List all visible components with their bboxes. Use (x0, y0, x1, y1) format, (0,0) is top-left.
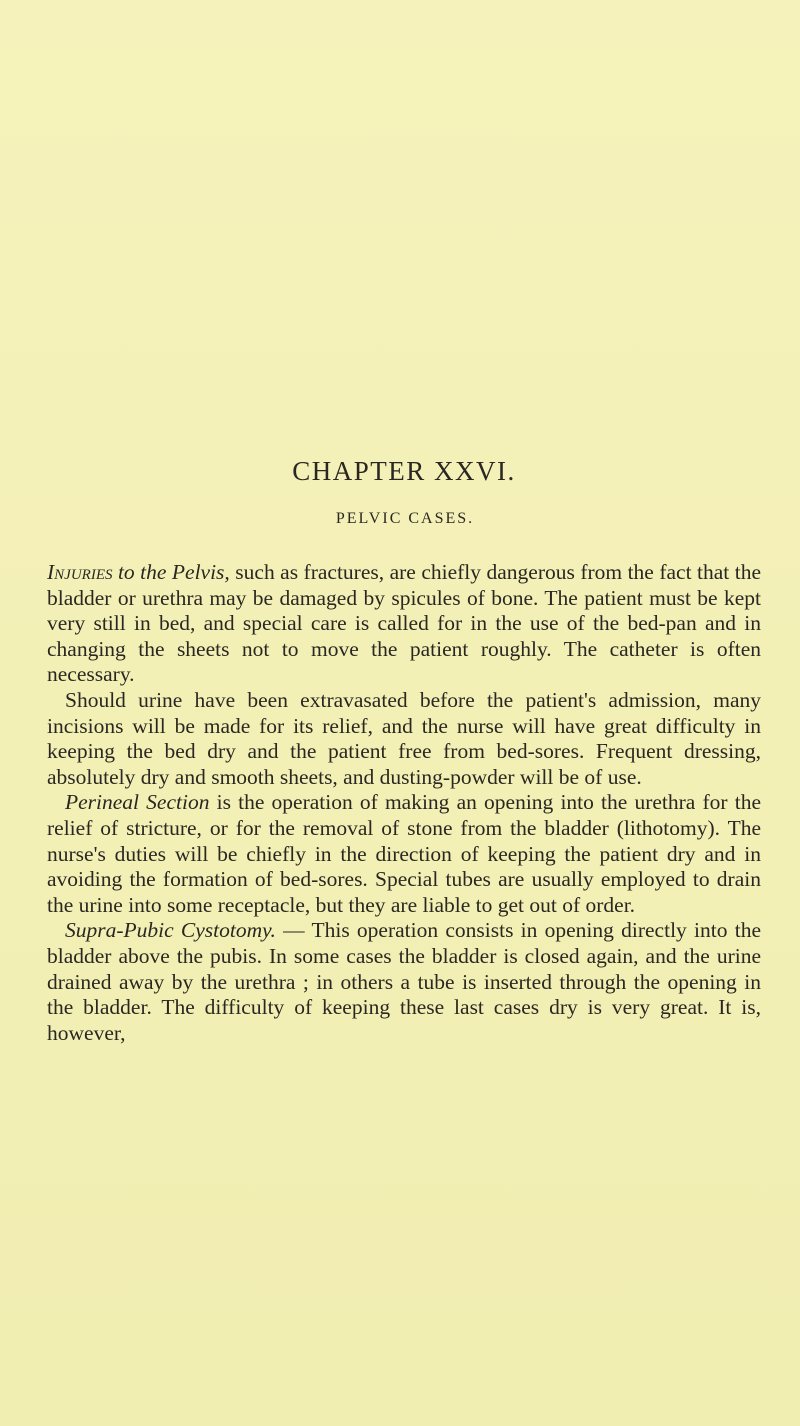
body-text (47, 560, 761, 1046)
paragraph-extravasation (47, 688, 761, 790)
paragraph-text: — This operation consists in opening directly into the bladder above the pubis. In some cases the bladder is closed again, and the urine drained away by the urethra ; in others a tube is inserted through the opening in the bladder. The difficulty of keeping these last cases dry is very great. It is, however, (47, 918, 761, 1045)
paragraph-supra-pubic-cystotomy (47, 918, 761, 1046)
paragraph-perineal-section (47, 790, 761, 918)
paragraph-injuries (47, 560, 761, 688)
paragraph-text: such as fractures, are chiefly dangerous from the fact that the bladder or urethra may be damaged by spicules of bone. The patient must be kept very still in bed, and special care is called for in the use of the bed-pan and in changing the sheets not to move the patient roughly. The catheter is often necessary. (47, 560, 761, 687)
paragraph-lead-italic: to the Pelvis, (112, 560, 230, 584)
section-title: PELVIC CASES. (335, 510, 475, 527)
chapter-title: CHAPTER XXVI. (292, 456, 516, 486)
paragraph-lead-smallcaps: Injuries (47, 560, 113, 584)
paragraph-text: is the operation of making an opening into the urethra for the relief of stricture, or for the removal of stone from the bladder (lithotomy). The nurse's duties will be chiefly in the direction of keeping the patient dry and in avoiding the formation of bed-sores. Special tubes are usually employed to drain the urine into some receptacle, but they are liable to get out of order. (47, 790, 761, 917)
paragraph-text: Should urine have been extravasated before the patient's admission, many incisions will be made for its relief, and the nurse will have great difficulty in keeping the bed dry and the patient free from bed-sores. Frequent dressing, absolutely dry and smooth sheets, and dusting-powder will be of use. (47, 687, 761, 789)
paragraph-lead-italic: Supra-Pubic Cystotomy. (65, 918, 276, 943)
paragraph-lead-italic: Perineal Section (65, 790, 210, 815)
